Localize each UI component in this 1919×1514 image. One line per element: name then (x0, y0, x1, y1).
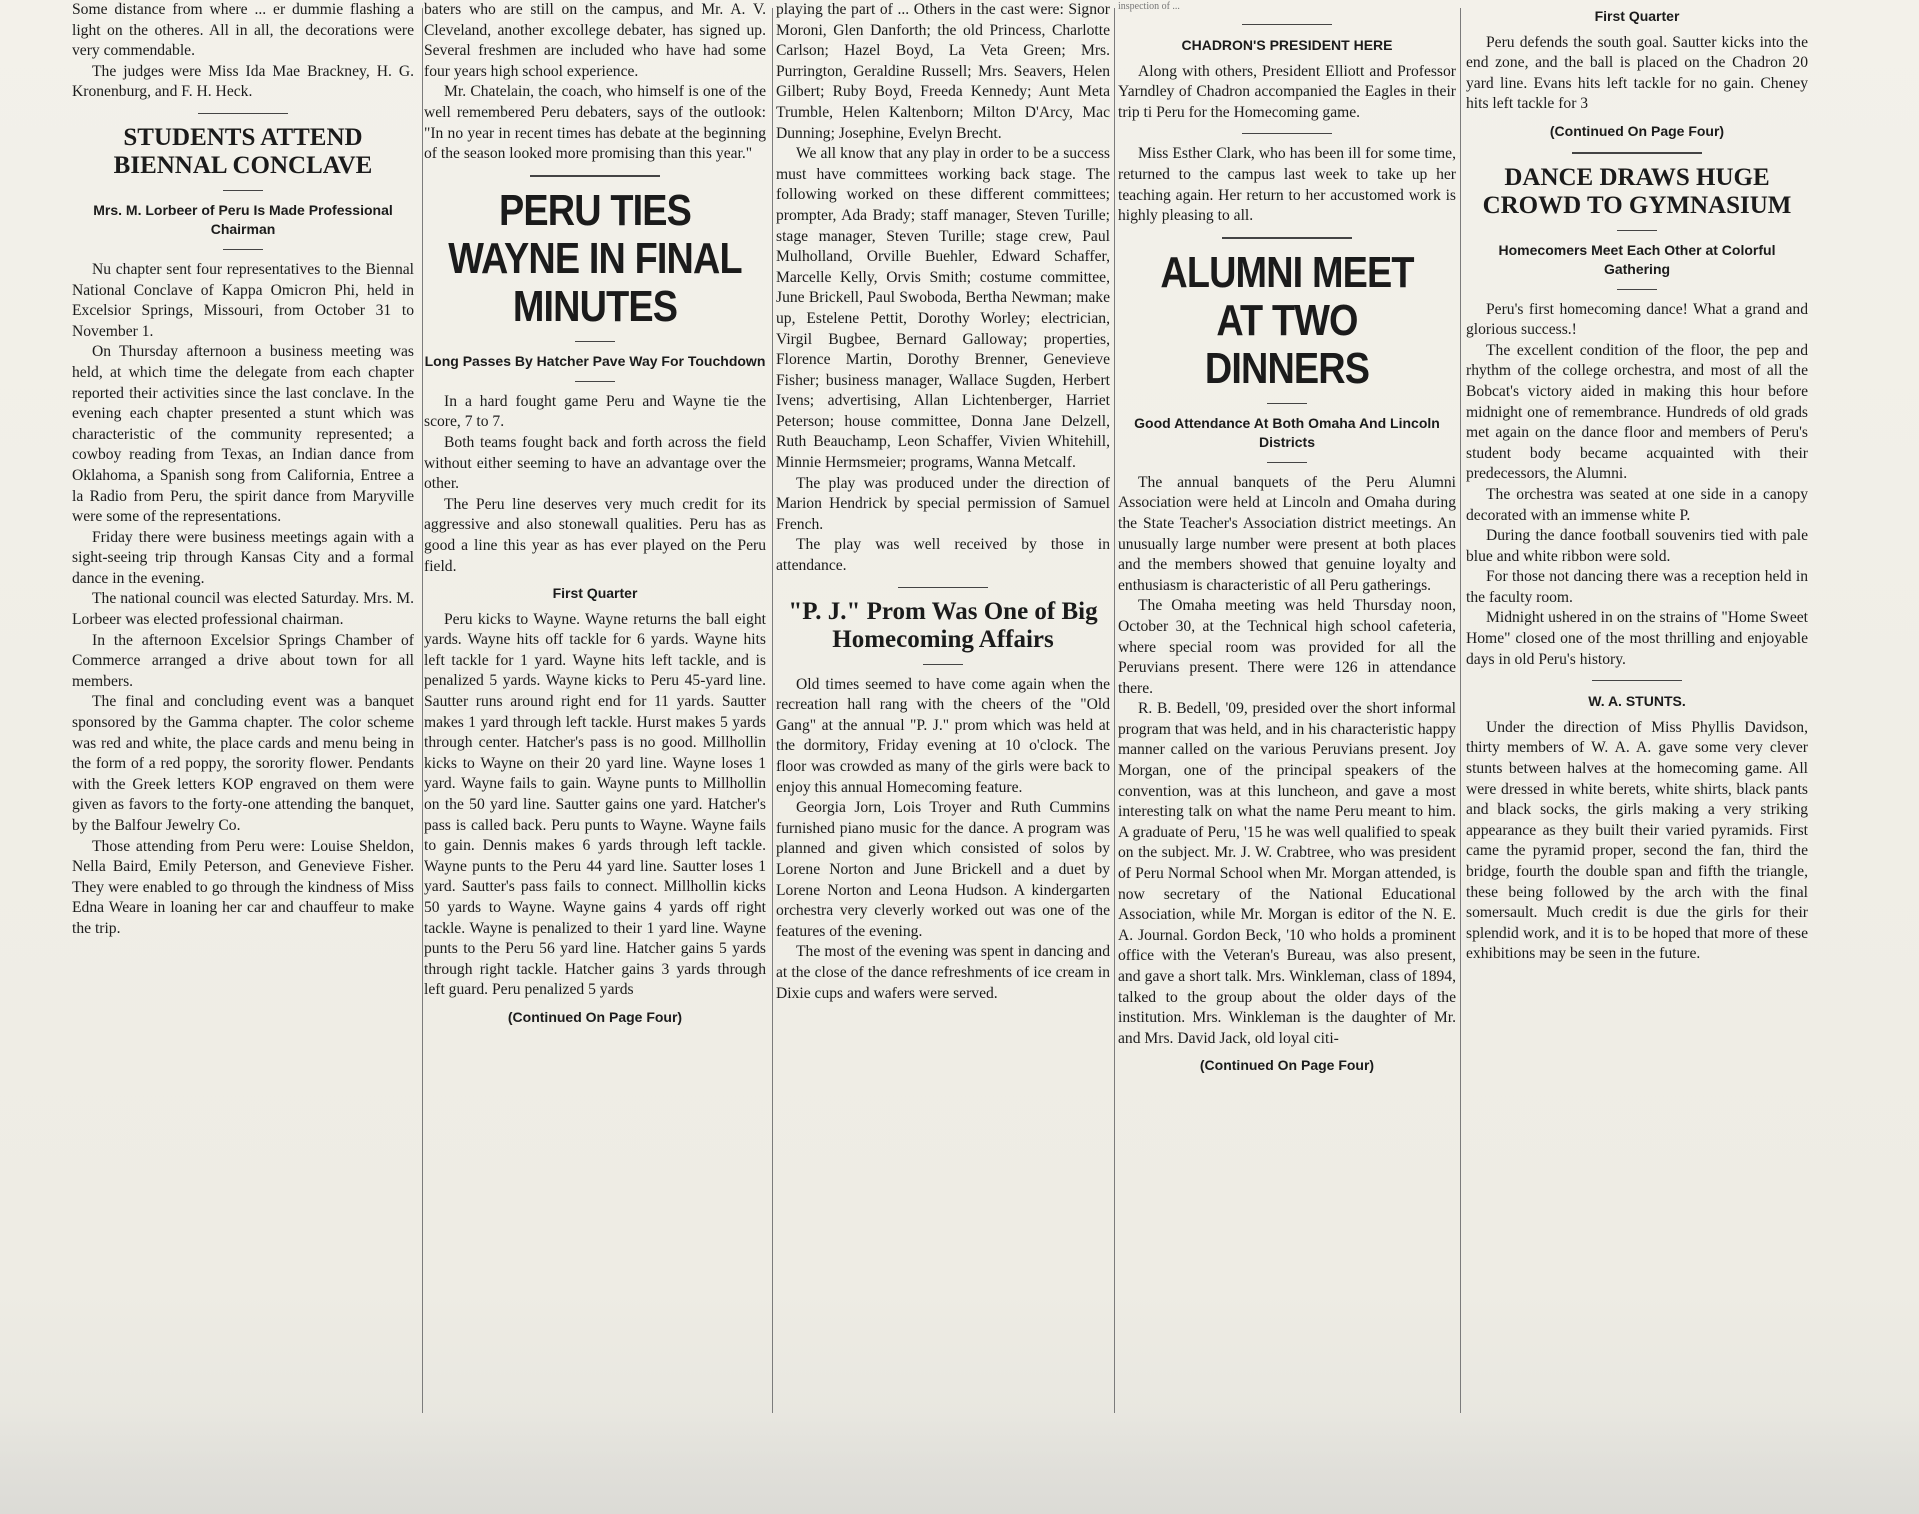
paragraph: The final and concluding event was a banquet sponsored by the Gamma chapter. The color scheme was red and white, the place cards and menu being in the form of a red poppy, the sorority flower. Pendants with the Greek letters KOP engraved on them were given as favors to the forty-one attending the banquet, by the Balfour Jewelry Co. (72, 693, 414, 834)
continued-note: (Continued On Page Four) (1549, 122, 1725, 139)
paragraph: Mr. Chatelain, the coach, who himself is one of the well remembered Peru debaters, says of the outlook: "In no year in recent times has debate at the beginning of the season looked more promising than this year." (424, 83, 766, 163)
paragraph: The Omaha meeting was held Thursday noon, October 30, at the Technical high school cafeteria, where special room was provided for all the Peruvians present. There were 126 in attendance there. (1118, 597, 1456, 697)
continued-note: (Continued On Page Four) (507, 1008, 683, 1025)
headline-alumni-meet: ALUMNI MEET AT TWO DINNERS (1160, 247, 1414, 393)
subhead-homecomers: Homecomers Meet Each Other at Colorful Gathering (1498, 241, 1776, 277)
paragraph: Peru kicks to Wayne. Wayne returns the ball eight yards. Wayne hits off tackle for 6 yards. Wayne hits left tackle for 1 yard. Wayne hits left tackle, and is penalized 5 yards. Wayne kicks to Peru 45-yard line. Sautter runs around right end for 11 yards. Sautter makes 1 yard through left tackle. Hurst makes 5 yards through center. Hatcher's pass is no good. Millhollin kicks to Wayne on their 20 yard line. Wayne loses 1 yard. Wayne fails to gain. Wayne punts to Millhollin on the 50 yard line. Sautter gains one yard. Hatcher's pass is called back. Peru punts to Wayne. Wayne fails to gain. Dennis makes 6 yards through left tackle. Wayne punts to the Peru 44 yard line. Sautter loses 1 yard. Sautter's pass fails to connect. Millhollin kicks 50 yards to Wayne. Wayne gains 4 yards off right tackle. Wayne is penalized to their 1 yard line. Wayne punts to the Peru 56 yard line. Hatcher gains 5 yards through right tackle. Hatcher gains 3 yards through left guard. Peru penalized 5 yards (424, 610, 766, 999)
paragraph: The play was well received by those in attendance. (776, 536, 1110, 575)
quarter-heading: First Quarter (1594, 8, 1680, 24)
paragraph: Those attending from Peru were: Louise Sheldon, Nella Baird, Emily Peterson, and Genevieve Fisher. They were enabled to go through the kindness of Miss Edna Weare in loaning her car and chauffeur to make the trip. (72, 837, 414, 937)
paragraph: The orchestra was seated at one side in a canopy decorated with an immense white P. (1466, 485, 1808, 524)
divider (575, 341, 615, 342)
paragraph: Miss Esther Clark, who has been ill for some time, returned to the campus last week to take up her teaching again. Her return to her accustomed work is highly pleasing to all. (1118, 145, 1456, 225)
paragraph: Georgia Jorn, Lois Troyer and Ruth Cummins furnished piano music for the dance. A program was planned and given which consisted of solos by Lorene Norton and June Brickell and a duet by Lorene Norton and Leona Hudson. A kindergarten orchestra very cleverly worked out was one of the features of the evening. (776, 799, 1110, 940)
paragraph: For those not dancing there was a reception held in the faculty room. (1466, 568, 1808, 606)
column-2 (424, 0, 766, 1420)
paragraph: The annual banquets of the Peru Alumni Association were held at Lincoln and Omaha during the State Teacher's Association district meetings. An unusually large number were present at both places and the members showed that genuine loyalty and enthusiasm is characteristic of all Peru gatherings. (1118, 473, 1456, 594)
column-rule (422, 8, 423, 1413)
article-fragment-decorations: Some distance from where ... er dummie flashing a light on the otheres. All in all, the decorations were very commendable. (72, 1, 414, 60)
paragraph: Under the direction of Miss Phyllis Davidson, thirty members of W. A. A. gave some very clever stunts between halves at the homecoming game. All were dressed in white berets, white shirts, black pants and black socks, the girls making a very striking appearance as they built their varied pyramids. First came the pyramid proper, second the fan, third the bridge, fourth the double span and fifth the triangle, these being followed by the arch with the final somersault. Much credit is due the girls for their splendid work, and it is to be hoped that more of these exhibitions may be seen in the future. (1466, 718, 1808, 963)
paragraph: In a hard fought game Peru and Wayne tie the score, 7 to 7. (424, 392, 766, 431)
paragraph: Both teams fought back and forth across the field without either seeming to have an advantage over the other. (424, 433, 766, 493)
divider (1617, 289, 1657, 290)
headline-pj-prom: "P. J." Prom Was One of Big Homecoming Affairs (788, 597, 1098, 653)
paragraph: The play was produced under the direction of Marion Hendrick by special permission of Samuel French. (776, 474, 1110, 533)
paragraph: The most of the evening was spent in dancing and at the close of the dance refreshments of ice cream in Dixie cups and wafers were served. (776, 943, 1110, 1002)
column-rule (1114, 8, 1115, 1413)
paragraph: Peru's first homecoming dance! What a grand and glorious success.! (1466, 300, 1808, 339)
subhead-hatcher: Long Passes By Hatcher Pave Way For Touchdown (424, 352, 766, 369)
column-3 (776, 0, 1110, 1420)
paragraph: R. B. Bedell, '09, presided over the short informal program that was held, and in his characteristic happy manner called on the various Peruvians present. Joy Morgan, one of the principal speakers of the convention, was at this luncheon, and gave a most interesting talk on what the name Peru meant to him. A graduate of Peru, '15 he was well qualified to speak on the subject. Mr. J. W. Crabtree, who was president of Peru Normal School when Mr. Morgan attended, is now secretary of the National Educational Association, while Mr. Morgan is editor of the N. E. A. Journal. Gordon Beck, '10 who holds a prominent office with the Veteran's Bureau, was also present, and gave a short talk. Mrs. Winkleman, class of 1894, talked to the group about the older days of the institution. Mrs. Winkleman is the daughter of Mr. and Mrs. David Jack, old loyal citi- (1118, 700, 1456, 1047)
divider (1617, 230, 1657, 231)
cast-fragment: playing the part of ... Others in the cast were: Signor Moroni, Glen Danforth; the old Princess, Charlotte Carlson; Hazel Boyd, La Veta Green; Mrs. Purrington, Geraldine Russell; Mrs. Seavers, Helen Gilbert; Ruby Boyd, Freeda Kennedy; Aunt Meta Trumble, Helen Kaltenborn; Milton D'Arcy, Mac Dunning; Josephine, Evelyn Brecht. (776, 1, 1110, 142)
page-bottom-shadow (0, 1410, 1919, 1514)
paragraph: We all know that any play in order to be a success must have committees working back stage. The following worked on these different committees; prompter, Ada Brady; staff manager, Steven Turille; stage manager, Steven Turille; stage crew, Paul Mulholland, Orville Buehler, Edward Schaffer, Marcelle Kelly, Orvis Smith; costume committee, June Brickell, Paul Swoboda, Bertha Newman; make up, Estelene Pettit, Dorothy Worley; electrician, Virgil Bugbee, Bernard Galloway; properties, Florence Martin, Dorothy Brenner, Genevieve Fisher; business manager, Wallace Sugden, Herbert Ivens; advertising, Allan Lichtenberger, Harriet Peterson; house committee, Donna Jane Delzell, Ruth Beauchamp, Leon Schaffer, Vivien Whitehill, Minnie Hermsmeier; programs, Wanna Metcalf. (776, 145, 1110, 472)
subhead-omaha-lincoln: Good Attendance At Both Omaha And Lincoln Districts (1134, 414, 1440, 450)
divider (1267, 462, 1307, 463)
divider (1242, 24, 1332, 25)
column-rule (1460, 8, 1461, 1413)
top-fragment: inspection of ... (1118, 1, 1180, 12)
paragraph: Friday there were business meetings again with a sight-seeing trip through Kansas City and a formal dance in the evening. (72, 528, 414, 587)
divider (1592, 680, 1682, 681)
headline-students-attend: STUDENTS ATTEND BIENNAL CONCLAVE (113, 123, 373, 179)
paragraph: Old times seemed to have come again when the recreation hall rang with the cheers of the "Old Gang" at the annual "P. J." prom which was held at the dormitory, Friday evening at 10 o'clock. The floor was crowded as many of the girls were back to enjoy this annual Homecoming feature. (776, 675, 1110, 796)
quarter-heading: First Quarter (552, 585, 638, 602)
divider (198, 113, 288, 114)
paragraph: The national council was elected Saturday. Mrs. M. Lorbeer was elected professional chairman. (72, 590, 414, 629)
judges-paragraph: The judges were Miss Ida Mae Brackney, H. G. Kronenburg, and F. H. Heck. (72, 62, 414, 101)
column-rule (772, 8, 773, 1413)
column-5 (1466, 0, 1808, 1420)
divider (575, 381, 615, 382)
divider (1222, 237, 1352, 239)
divider (898, 587, 988, 588)
divider (1242, 133, 1332, 134)
divider (923, 664, 963, 665)
debate-fragment: baters who are still on the campus, and Mr. A. V. Cleveland, another excollege debater, has signed up. Several freshmen are included who have had some four years high school experience. (424, 1, 766, 80)
paragraph: Along with others, President Elliott and Professor Yarndley of Chadron accompanied the Eagles in their trip ti Peru for the Homecoming game. (1118, 62, 1456, 121)
divider (223, 249, 263, 250)
paragraph: On Thursday afternoon a business meeting was held, at which time the delegate from each chapter reported their activities since the last conclave. In the evening each chapter presented a stunt which was characteristic of the community represented; a cowboy reading from Texas, an Indian dance from Oklahoma, a Spanish song from California, Entree a la Radio from Peru, the spirit dance from Maryville were some of the representations. (72, 343, 414, 526)
heading-chadron-president: CHADRON'S PRESIDENT HERE (1181, 37, 1393, 53)
paragraph: Midnight ushered in on the strains of "Home Sweet Home" closed one of the most thrilling and enjoyable days in old Peru's history. (1466, 609, 1808, 668)
paragraph: The Peru line deserves very much credit for its aggressive and also stonewall qualities. Peru has as good a line this year as has ever played on the Peru field. (424, 495, 766, 575)
paragraph: The excellent condition of the floor, the pep and rhythm of the college orchestra, and most of all the Bobcat's victory aided in making this hour before midnight one of remembrance. Hundreds of old grads met again on the dance floor and members of Peru's student body became acquainted with their predecessors, the Alumni. (1466, 341, 1808, 483)
paragraph: In the afternoon Excelsior Springs Chamber of Commerce arranged a drive about town for all members. (72, 631, 414, 690)
paragraph: Peru defends the south goal. Sautter kicks into the end zone, and the ball is placed on the Chadron 20 yard line. Evans hits left tackle for no gain. Cheney hits left tackle for 3 (1466, 33, 1808, 113)
heading-wa-stunts: W. A. STUNTS. (1588, 693, 1686, 710)
subhead-lorbeer: Mrs. M. Lorbeer of Peru Is Made Professional Chairman (93, 201, 393, 237)
divider (1267, 403, 1307, 404)
headline-dance-draws: DANCE DRAWS HUGE CROWD TO GYMNASIUM (1482, 163, 1792, 219)
continued-note: (Continued On Page Four) (1199, 1057, 1375, 1074)
divider (1572, 152, 1702, 154)
paragraph: Nu chapter sent four representatives to the Biennal National Conclave of Kappa Omicron Phi, held in Excelsior Springs, Missouri, from October 31 to November 1. (72, 260, 414, 340)
divider (223, 190, 263, 191)
column-4 (1118, 0, 1456, 1420)
divider (530, 175, 660, 177)
paragraph: During the dance football souvenirs tied with pale blue and white ribbon were sold. (1466, 527, 1808, 565)
column-1 (72, 0, 414, 1420)
headline-peru-ties-wayne: PERU TIES WAYNE IN FINAL MINUTES (448, 185, 742, 331)
